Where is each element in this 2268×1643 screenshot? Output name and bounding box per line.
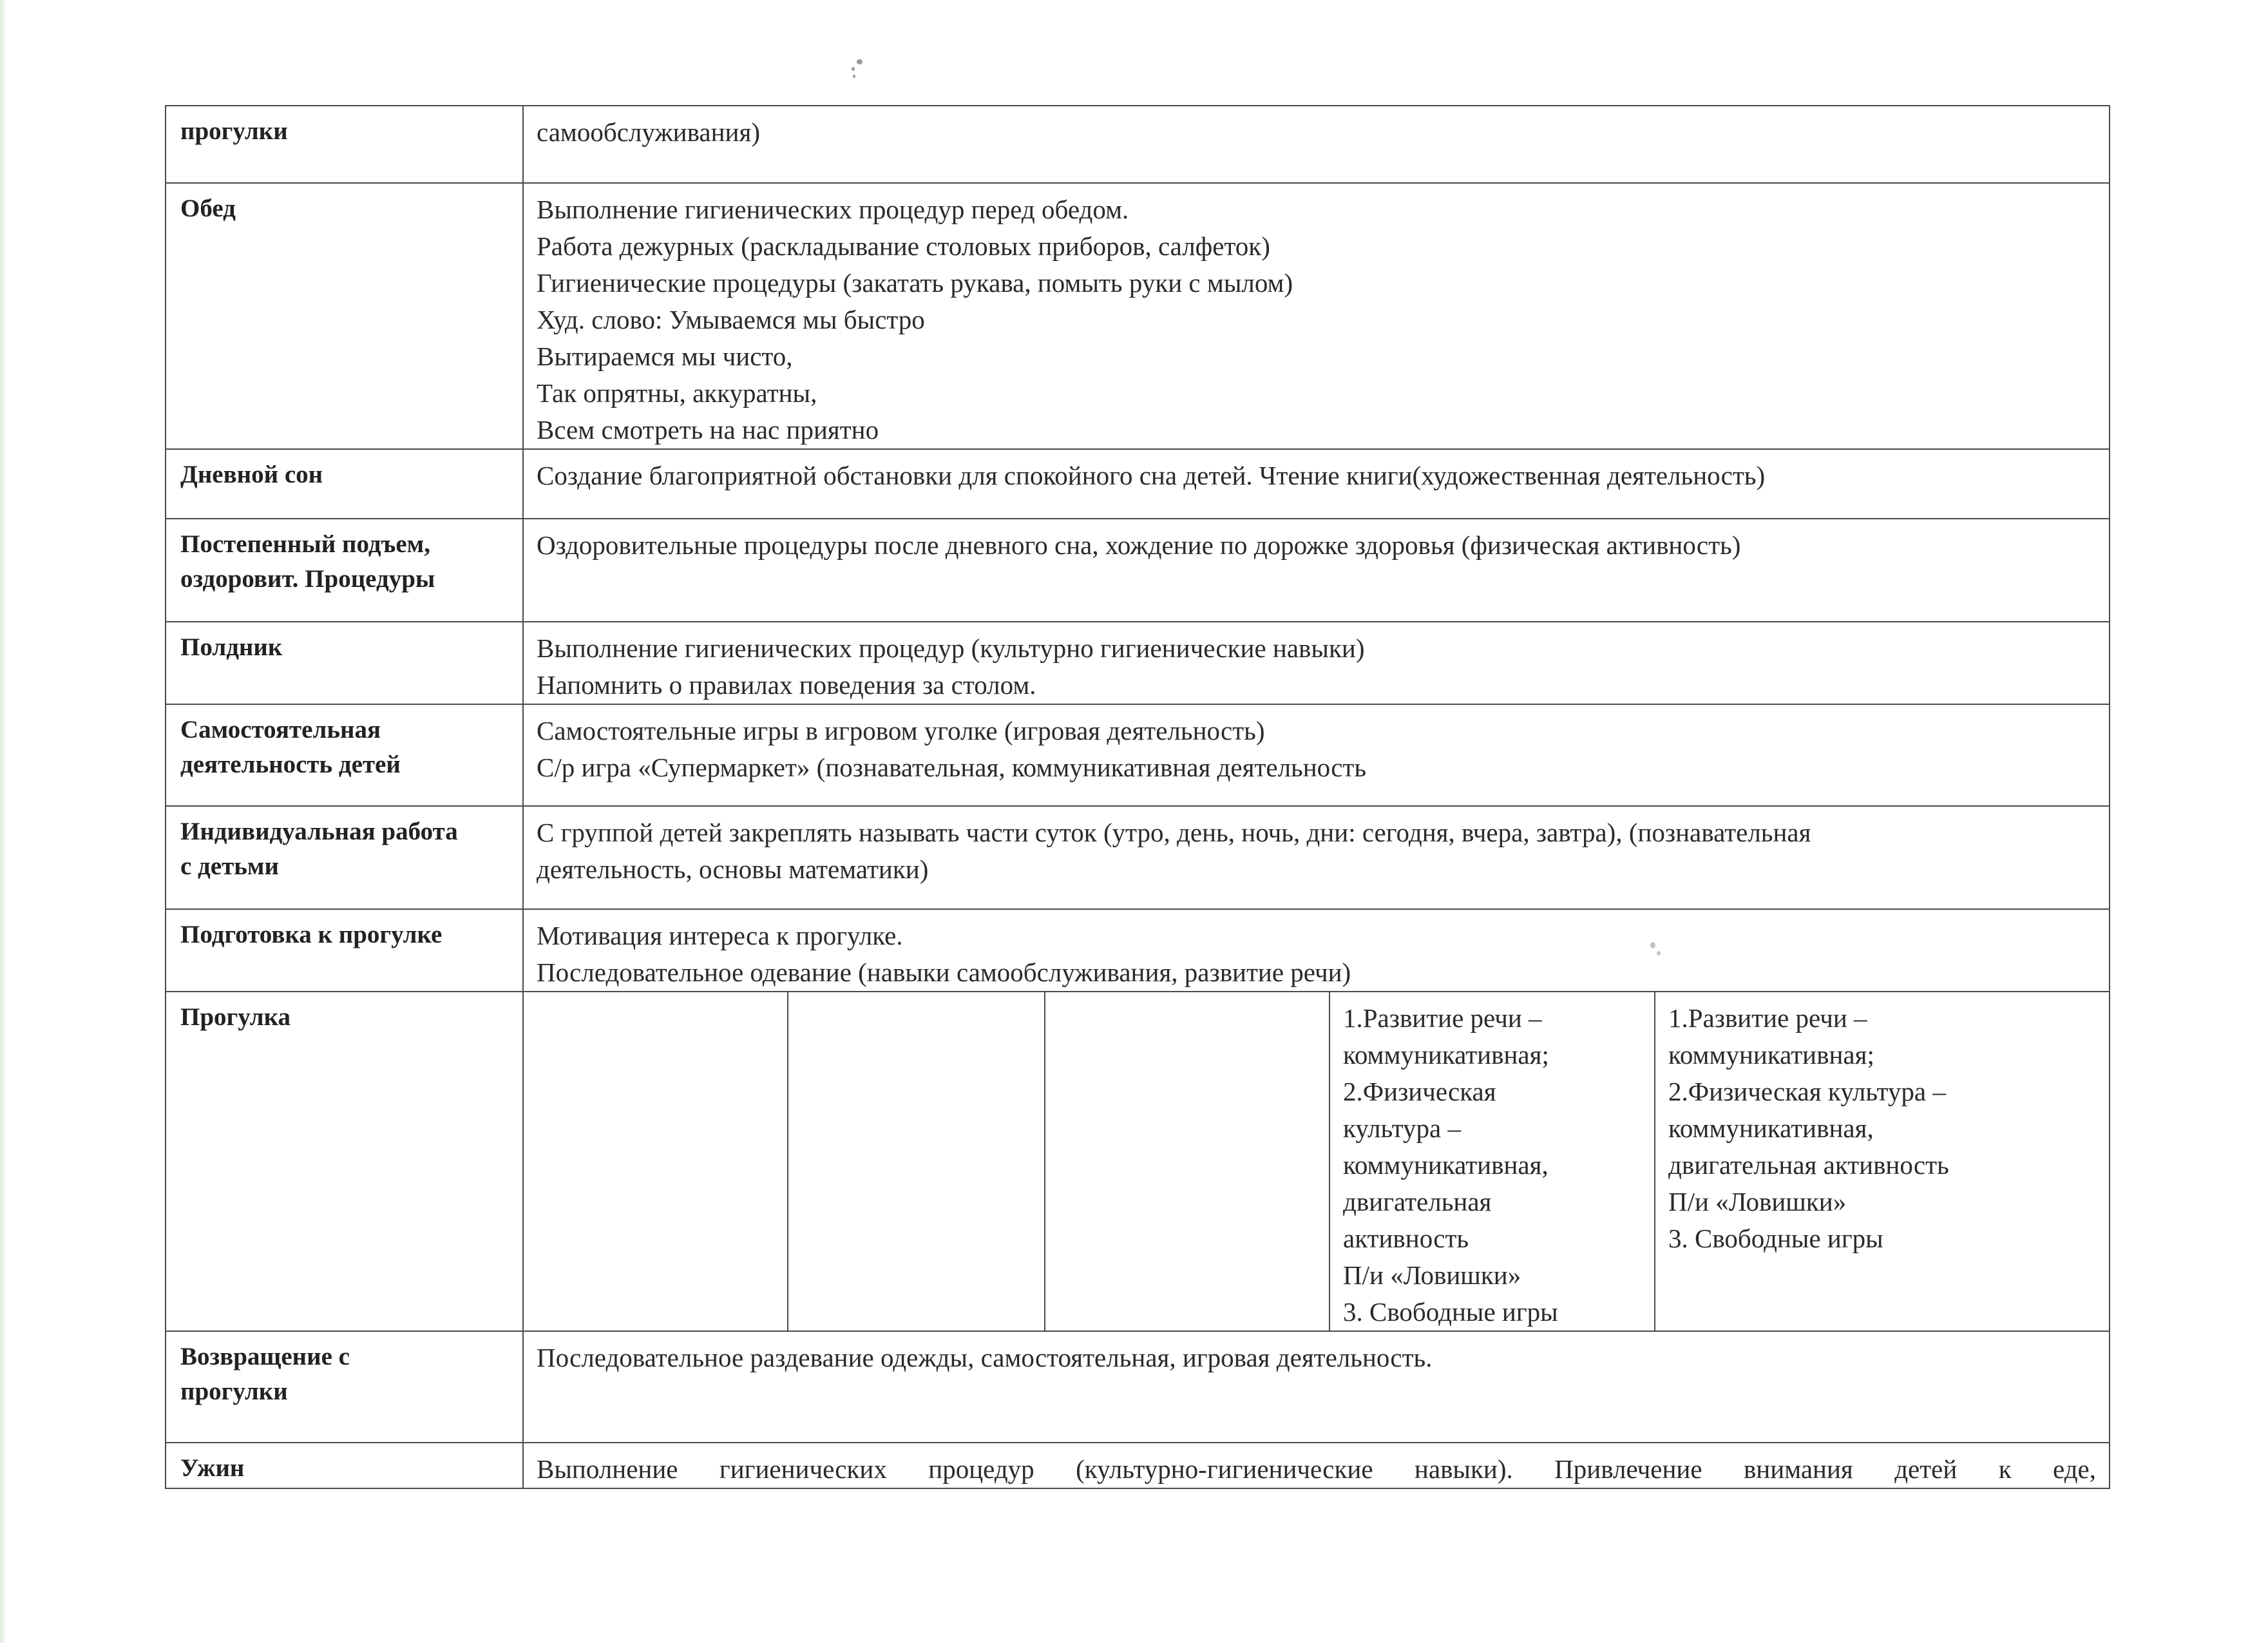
row-walk-continued (166, 106, 2110, 183)
row-label: Дневной сон (166, 449, 523, 519)
row-return-from-walk (166, 1331, 2110, 1443)
row-label: Подготовка к прогулке (166, 909, 523, 992)
walk-subcolumn-4: 1.Развитие речи – коммуникативная; 2.Физическая культура – коммуникативная, двигательная активность П/и «Ловишки» 3. Свободные игры (1329, 992, 1655, 1331)
walk-subcolumn-2 (788, 992, 1045, 1331)
row-walk-preparation (166, 909, 2110, 992)
row-label: прогулки (166, 106, 523, 183)
row-dinner (166, 1443, 2110, 1488)
row-content: самообслуживания) (523, 106, 2110, 183)
row-label: Самостоятельная деятельность детей (166, 704, 523, 806)
row-content: Выполнение гигиенических процедур (культурно гигиенические навыки) Напомнить о правилах поведения за столом. (523, 622, 2110, 704)
row-label: Постепенный подъем, оздоровит. Процедуры (166, 519, 523, 622)
row-content: Последовательное раздевание одежды, самостоятельная, игровая деятельность. (523, 1331, 2110, 1443)
walk-subcolumn-3 (1045, 992, 1329, 1331)
row-content: Создание благоприятной обстановки для спокойного сна детей. Чтение книги(художественная деятельность) (523, 449, 2110, 519)
walk-subcolumn-5: 1.Развитие речи – коммуникативная; 2.Физическая культура – коммуникативная, двигательная активность П/и «Ловишки» 3. Свободные игры (1655, 992, 2110, 1331)
daily-schedule-table (165, 105, 2110, 1489)
walk-subcolumn-1 (523, 992, 788, 1331)
row-label: Ужин (166, 1443, 523, 1488)
row-content: Выполнение гигиенических процедур (культурно-гигиенические навыки). Привлечение внимания детей к еде, (523, 1443, 2110, 1488)
scan-speck (852, 67, 855, 71)
row-independent-activity (166, 704, 2110, 806)
scan-speck (853, 75, 855, 78)
row-individual-work (166, 806, 2110, 909)
row-content: Оздоровительные процедуры после дневного сна, хождение по дорожке здоровья (физическая активность) (523, 519, 2110, 622)
row-label: Возвращение с прогулки (166, 1331, 523, 1443)
scan-speck (857, 59, 862, 64)
row-content: Самостоятельные игры в игровом уголке (игровая деятельность) С/р игра «Супермаркет» (познавательная, коммуникативная деятельность (523, 704, 2110, 806)
row-content: С группой детей закреплять называть части суток (утро, день, ночь, дни: сегодня, вчера, завтра), (познавательная деятельность, основы математики) (523, 806, 2110, 909)
row-snack (166, 622, 2110, 704)
row-label: Прогулка (166, 992, 523, 1331)
row-lunch (166, 183, 2110, 449)
row-label: Индивидуальная работа с детьми (166, 806, 523, 909)
row-label: Полдник (166, 622, 523, 704)
row-wake-up (166, 519, 2110, 622)
row-label: Обед (166, 183, 523, 449)
row-walk (166, 992, 2110, 1331)
row-content: Мотивация интереса к прогулке. Последовательное одевание (навыки самообслуживания, развитие речи) (523, 909, 2110, 992)
row-nap (166, 449, 2110, 519)
row-content: Выполнение гигиенических процедур перед обедом. Работа дежурных (раскладывание столовых приборов, салфеток) Гигиенические процедуры (закатать рукава, помыть руки с мылом) Худ. слово: Умываемся мы быстро Вытираемся мы чисто, Так опрятны, аккуратны, Всем смотреть на нас приятно (523, 183, 2110, 449)
scan-edge-shading (0, 0, 6, 1643)
